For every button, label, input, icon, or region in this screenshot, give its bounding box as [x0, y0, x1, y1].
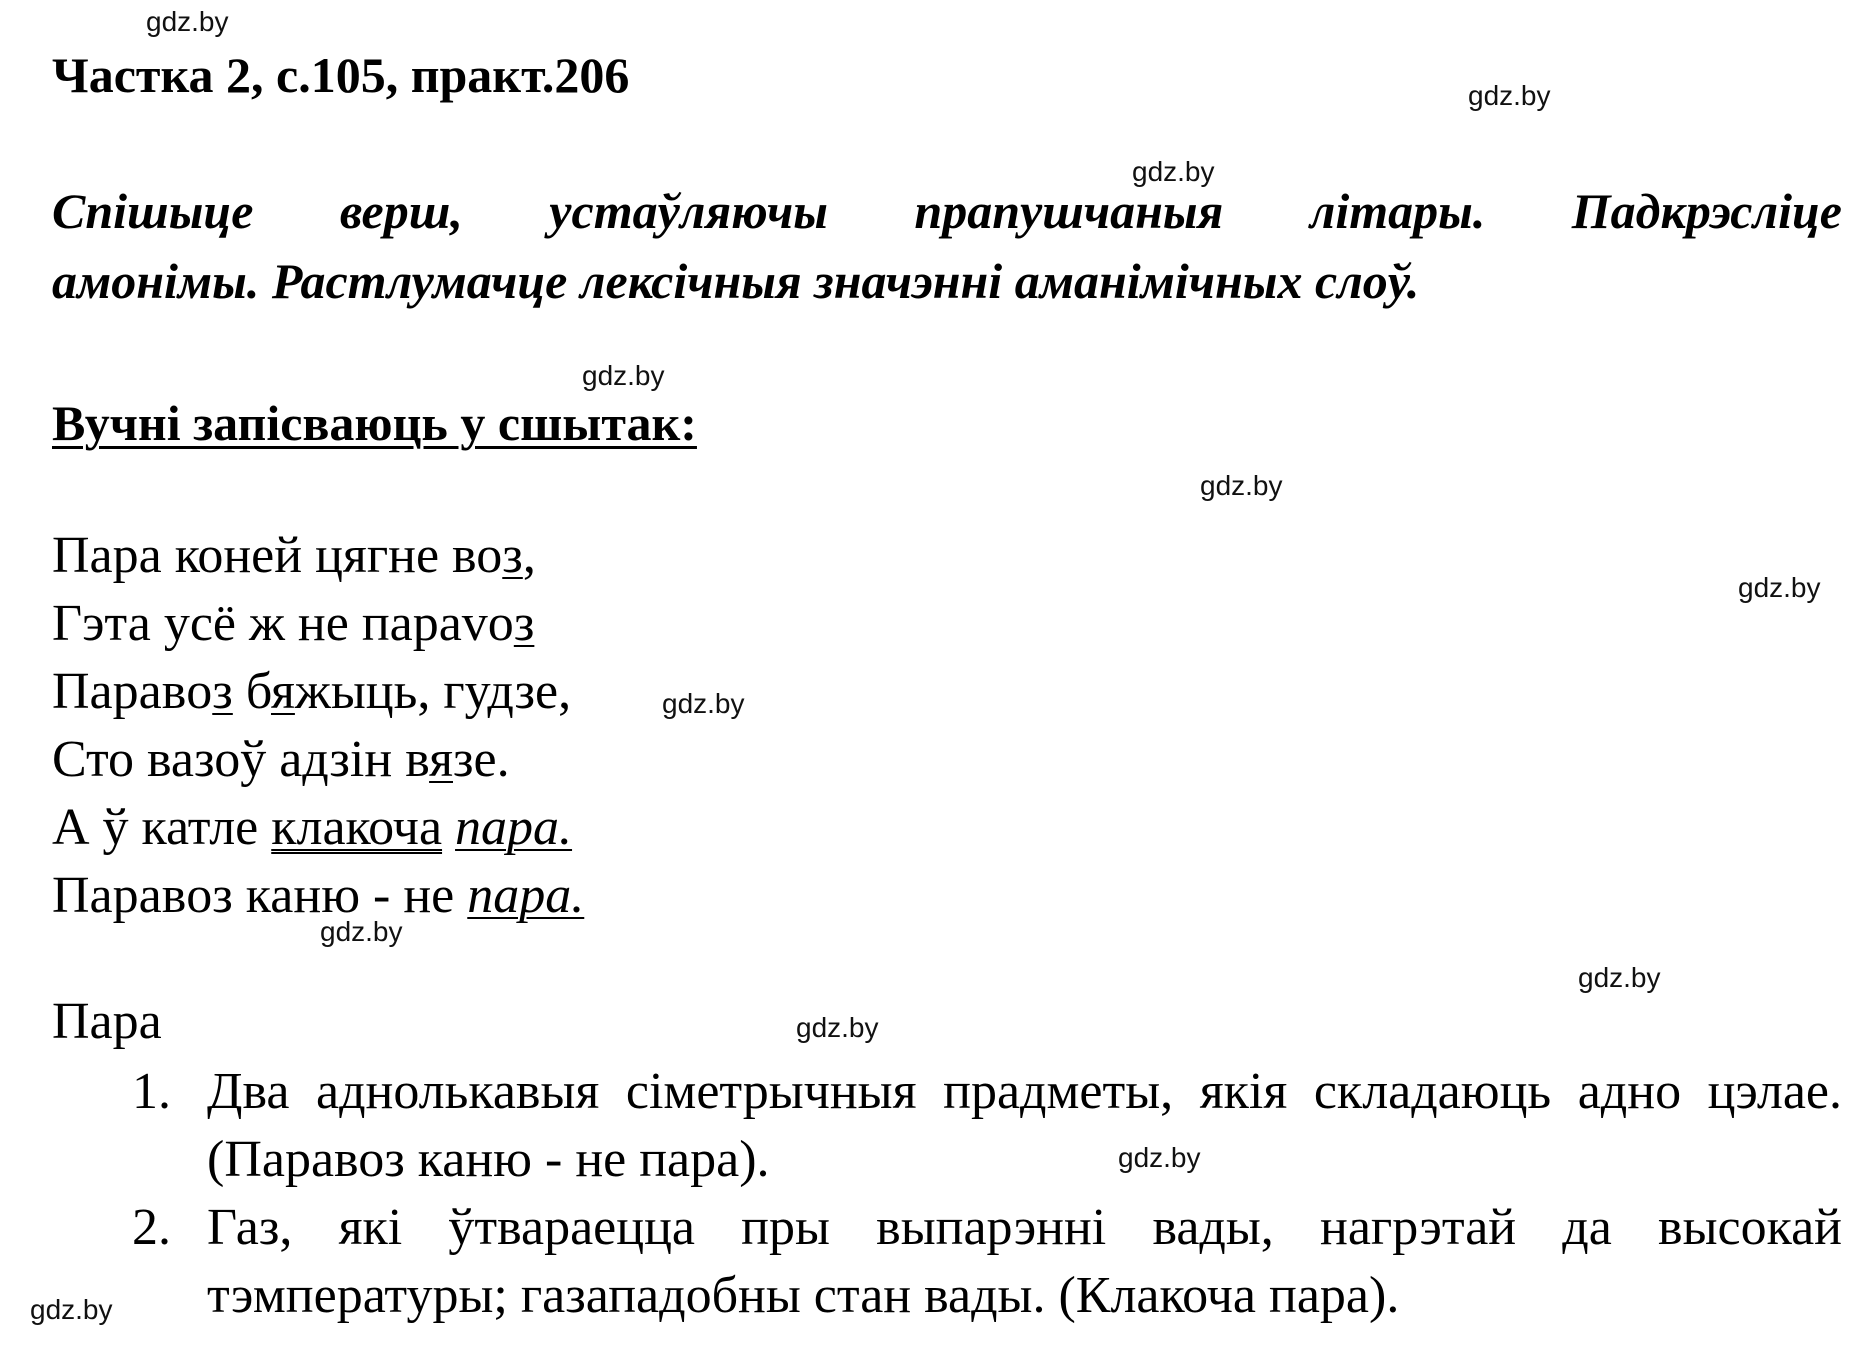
task-instruction — [52, 176, 1842, 316]
inserted-letter: з — [513, 595, 535, 652]
poem-text: Гэта усё ж не парavo — [52, 595, 514, 652]
poem-text: Паравoз каню - не — [52, 867, 468, 924]
homonym-word: пара. — [455, 799, 573, 856]
inserted-letter: я — [270, 663, 295, 720]
poem-text: зе. — [453, 731, 510, 788]
definition-number: 2. — [132, 1199, 171, 1256]
watermark: gdz.by — [1468, 80, 1551, 111]
poem — [52, 522, 584, 930]
task-line-1: Спішыце верш, устаўляючы прапушчаныя літары. Падкрэсліце — [52, 183, 1842, 239]
watermark: gdz.by — [1738, 572, 1821, 603]
page-title: Частка 2, с.105, практ.206 — [52, 47, 630, 103]
task-line-2: амонімы. Растлумачце лексічныя значэнні аманімічных слоў. — [52, 253, 1420, 309]
homonym-word: пара. — [467, 867, 585, 924]
definition-item — [52, 1058, 1842, 1194]
predicate-word: клакоча — [271, 799, 443, 856]
inserted-letter: я — [429, 731, 453, 788]
watermark: gdz.by — [582, 360, 665, 391]
definition-number: 1. — [132, 1063, 171, 1120]
poem-text — [442, 799, 455, 856]
watermark: gdz.by — [662, 688, 745, 719]
watermark: gdz.by — [796, 1012, 879, 1043]
poem-text: Сто вазоў адзін в — [52, 731, 430, 788]
watermark: gdz.by — [30, 1294, 113, 1325]
poem-text: б — [232, 663, 271, 720]
poem-text: А ў катле — [52, 799, 272, 856]
watermark: gdz.by — [1118, 1142, 1201, 1173]
poem-line — [52, 726, 584, 794]
inserted-letter: з — [502, 527, 523, 584]
poem-line — [52, 590, 584, 658]
poem-line — [52, 658, 584, 726]
poem-line — [52, 522, 584, 590]
watermark: gdz.by — [1578, 962, 1661, 993]
watermark: gdz.by — [1200, 470, 1283, 501]
definition-item — [52, 1194, 1842, 1330]
homonym-heading: Пара — [52, 993, 162, 1050]
definition-text: Газ, які ўтвараецца пры выпарэнні вады, нагрэтай да высокай тэмпературы; газападобны стан вады. (Клакоча пара). — [207, 1199, 1842, 1324]
watermark: gdz.by — [320, 916, 403, 947]
section-heading: Вучні запісваюць у сшытак: — [52, 395, 697, 451]
poem-text: , — [522, 527, 536, 584]
poem-line — [52, 862, 584, 930]
watermark: gdz.by — [1132, 156, 1215, 187]
poem-text: Паравo — [52, 663, 213, 720]
poem-line — [52, 794, 584, 862]
poem-text: Пара коней цягне во — [52, 527, 503, 584]
definitions-list — [52, 1058, 1842, 1330]
inserted-letter: з — [212, 663, 233, 720]
watermark: gdz.by — [146, 6, 229, 37]
definition-text: Два аднолькавыя сіметрычныя прадметы, якія складаюць адно цэлае.(Паравоз каню - не пара). — [207, 1063, 1842, 1188]
poem-text: жыць, гудзе, — [294, 663, 572, 720]
